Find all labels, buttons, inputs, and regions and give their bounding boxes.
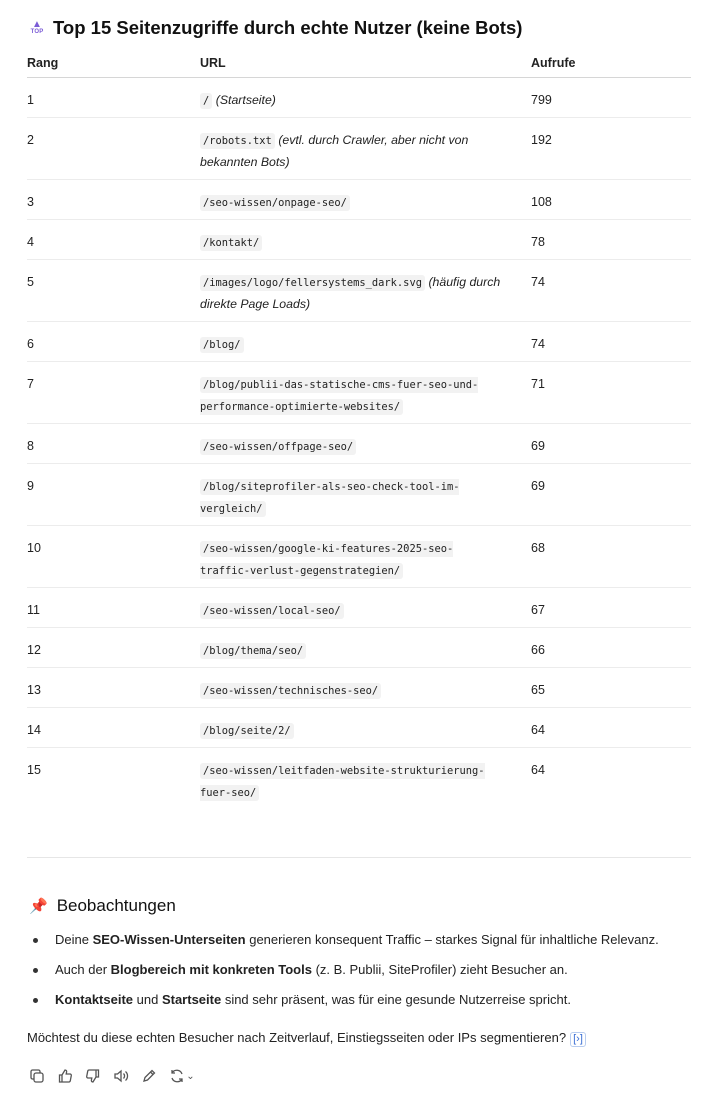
table-row: [27, 322, 691, 362]
follow-up-question-text: Möchtest du diese echten Besucher nach Zeitverlauf, Einstiegsseiten oder IPs segmentieren?: [27, 1030, 567, 1045]
url-cell: [200, 118, 531, 180]
list-item-text: Deine: [55, 932, 93, 947]
url-cell: [200, 260, 531, 322]
observations-heading-text: Beobachtungen: [56, 896, 176, 915]
url-cell: [200, 78, 531, 118]
thumbs-up-icon[interactable]: [55, 1066, 75, 1086]
column-header-rank: Rang: [27, 48, 200, 78]
table-row: [27, 748, 691, 810]
table-row: [27, 526, 691, 588]
observations-list: [27, 930, 707, 1020]
column-header-url: URL: [200, 48, 531, 78]
hits-cell: 66: [531, 628, 691, 668]
hits-cell: 71: [531, 362, 691, 424]
url-cell: [200, 748, 531, 810]
list-item-text: sind sehr präsent, was für eine gesunde Nutzerreise spricht.: [221, 992, 571, 1007]
url-path: /: [200, 93, 212, 109]
table-header-row: [27, 48, 691, 78]
url-cell: [200, 708, 531, 748]
table-row: [27, 708, 691, 748]
hits-cell: 192: [531, 118, 691, 180]
url-cell: [200, 424, 531, 464]
rank-cell: 8: [27, 424, 200, 464]
hits-cell: 64: [531, 708, 691, 748]
list-item: [27, 960, 707, 990]
rank-cell: 4: [27, 220, 200, 260]
list-item: [27, 990, 707, 1020]
table-row: [27, 220, 691, 260]
observations-heading: [29, 896, 176, 916]
top-arrow-icon: ▲ TOP: [30, 19, 44, 35]
table-row: [27, 464, 691, 526]
pushpin-icon: 📌: [29, 898, 48, 915]
url-path: /blog/publii-das-statische-cms-fuer-seo-und-performance-optimierte-websites/: [200, 379, 479, 413]
section-title-text: Top 15 Seitenzugriffe durch echte Nutzer (keine Bots): [53, 17, 523, 38]
url-path: /blog/thema/seo/: [200, 643, 306, 659]
url-cell: [200, 180, 531, 220]
rank-cell: 9: [27, 464, 200, 526]
url-cell: [200, 588, 531, 628]
thumbs-down-icon[interactable]: [83, 1066, 103, 1086]
url-cell: [200, 628, 531, 668]
section-title: [29, 17, 522, 39]
table-row: [27, 628, 691, 668]
table-row: [27, 362, 691, 424]
table-row: [27, 118, 691, 180]
hits-cell: 108: [531, 180, 691, 220]
url-cell: [200, 220, 531, 260]
hits-cell: 69: [531, 464, 691, 526]
rank-cell: 15: [27, 763, 41, 777]
table-row: [27, 668, 691, 708]
rank-cell: 6: [27, 322, 200, 362]
top-pages-table: [27, 48, 691, 810]
hits-cell: 78: [531, 220, 691, 260]
url-path: /images/logo/fellersystems_dark.svg: [200, 275, 425, 291]
hits-cell: 67: [531, 588, 691, 628]
url-cell: [200, 322, 531, 362]
url-note: (evtl. durch Crawler, aber nicht von bekannten Bots): [200, 133, 469, 169]
url-path: /seo-wissen/google-ki-features-2025-seo-traffic-verlust-gegenstrategien/: [200, 543, 454, 577]
rank-cell: 13: [27, 668, 200, 708]
rank-cell: 7: [27, 362, 200, 424]
url-cell: [200, 464, 531, 526]
list-item: [27, 930, 707, 960]
table-row: [27, 424, 691, 464]
url-path: /robots.txt: [200, 133, 275, 149]
hits-cell: 64: [531, 763, 545, 777]
read-aloud-icon[interactable]: [111, 1066, 131, 1086]
edit-icon[interactable]: [139, 1066, 159, 1086]
url-path: /seo-wissen/technisches-seo/: [200, 683, 381, 699]
url-path: /seo-wissen/offpage-seo/: [200, 439, 356, 455]
rank-cell: 1: [27, 78, 200, 118]
rank-cell: 5: [27, 260, 200, 322]
url-path: /blog/: [200, 337, 244, 353]
rank-cell: 3: [27, 180, 200, 220]
list-item-text: generieren konsequent Traffic – starkes Signal für inhaltliche Relevanz.: [245, 932, 659, 947]
chevron-down-icon[interactable]: ⌄: [186, 1070, 195, 1082]
url-cell: [200, 526, 531, 588]
url-cell: [200, 668, 531, 708]
regenerate-icon[interactable]: [167, 1066, 197, 1086]
url-note: (häufig durch direkte Page Loads): [200, 275, 501, 311]
hits-cell: 74: [531, 260, 691, 322]
url-path: /blog/seite/2/: [200, 723, 294, 739]
table-row: [27, 180, 691, 220]
url-path: /seo-wissen/leitfaden-website-strukturierung-fuer-seo/: [200, 765, 485, 799]
list-item-emphasis: Blogbereich mit konkreten Tools: [110, 962, 312, 977]
hits-cell: 68: [531, 526, 691, 588]
column-header-hits: Aufrufe: [531, 48, 691, 78]
rank-cell: 10: [27, 526, 200, 588]
divider: [27, 857, 691, 858]
list-item-text: und: [133, 992, 162, 1007]
hits-cell: 69: [531, 424, 691, 464]
list-item-emphasis: Kontaktseite: [55, 992, 134, 1007]
table-row: [27, 78, 691, 118]
url-path: /blog/siteprofiler-als-seo-check-tool-im-vergleich/: [200, 481, 460, 515]
list-item-emphasis: Startseite: [161, 992, 222, 1007]
rank-cell: 14: [27, 708, 200, 748]
url-path: /kontakt/: [200, 235, 262, 251]
url-path: /seo-wissen/local-seo/: [200, 603, 344, 619]
list-item-emphasis: SEO-Wissen-Unterseiten: [92, 932, 246, 947]
rank-cell: 12: [27, 628, 200, 668]
url-note: (Startseite): [215, 93, 276, 107]
rank-cell: 11: [27, 588, 200, 628]
rank-cell: 2: [27, 118, 200, 180]
reference-link-icon[interactable]: [›]: [570, 1032, 586, 1047]
list-item-text: (z. B. Publii, SiteProfiler) zieht Besucher an.: [311, 962, 568, 977]
url-cell: [200, 362, 531, 424]
hits-cell: 74: [531, 322, 691, 362]
hits-cell: 65: [531, 668, 691, 708]
table-row: [27, 588, 691, 628]
hits-cell: 799: [531, 78, 691, 118]
list-item-text: Auch der: [55, 962, 111, 977]
message-actions: [27, 1066, 205, 1086]
table-row: [27, 260, 691, 322]
copy-icon[interactable]: [27, 1066, 47, 1086]
url-path: /seo-wissen/onpage-seo/: [200, 195, 350, 211]
follow-up-question: [27, 1030, 717, 1047]
